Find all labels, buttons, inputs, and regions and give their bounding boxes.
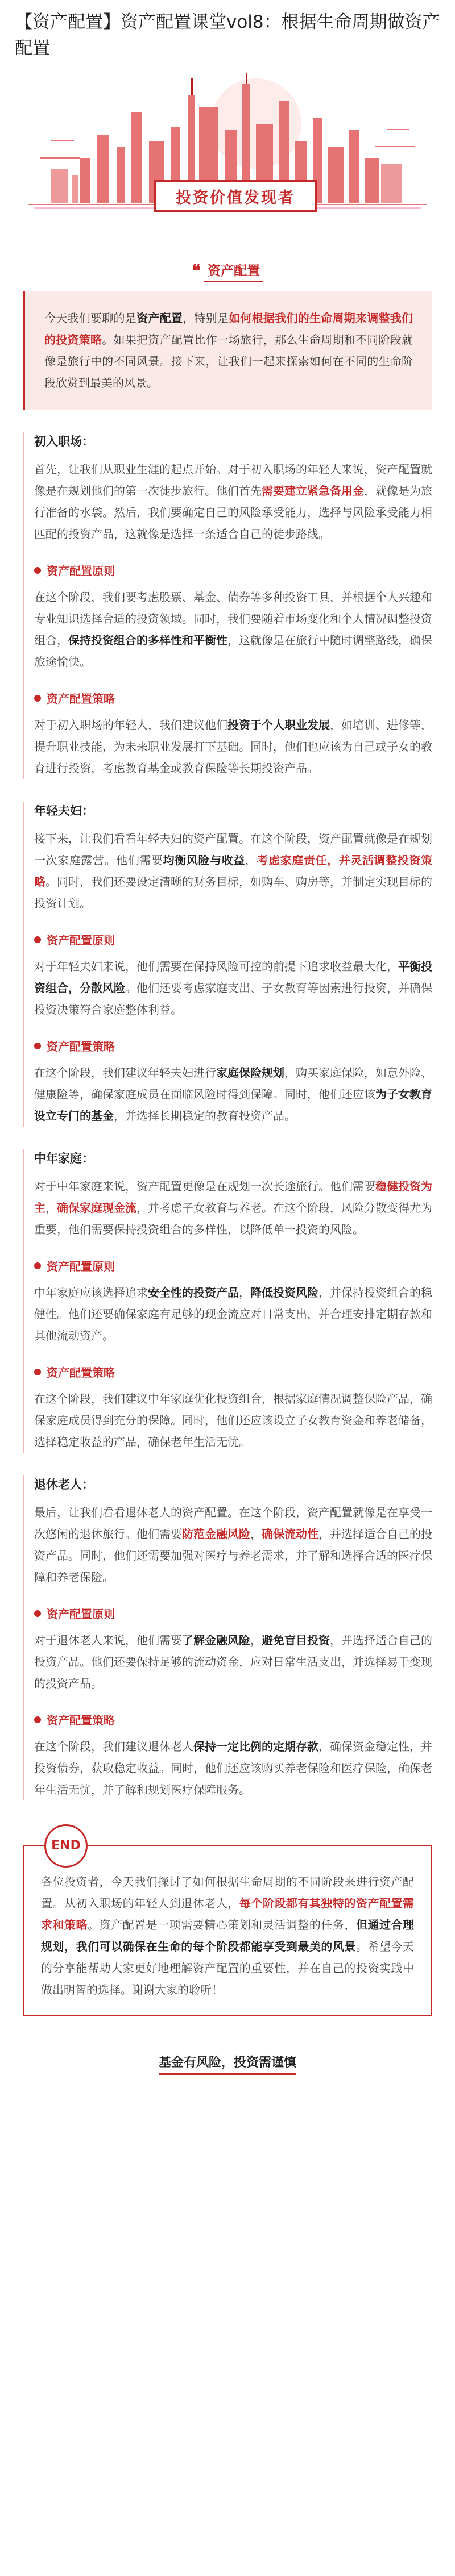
section-paragraph: 首先，让我们从职业生涯的起点开始。对于初入职场的年轻人来说，资产配置就像是在规划他们的第一次徒步旅行。他们首先需要建立紧急备用金，就像是为旅行准备的水袋。然后，我们要确定自己的风险承受能力，选择与风险承受能力相匹配的投资产品，这就像是选择一条适合自己的徒步路线。 [34, 462, 432, 541]
intro-highlight: 如何根据我们的生命周期来调整我们的投资策略 [44, 311, 413, 347]
bullet-dot-icon [34, 695, 41, 702]
section-title: 年轻夫妇： [34, 804, 94, 818]
sub-title-strategy: 资产配置策略 [34, 1711, 432, 1728]
intro-text: ，特别是 [183, 311, 229, 325]
city-skyline-illustration [17, 73, 438, 243]
section-paragraph: 对于年轻夫妇来说，他们需要在保持风险可控的前提下追求收益最大化，平衡投资组合，分散风险。他们还要考虑家庭支出、子女教育等因素进行投资，并确保投资决策符合家庭整体利益。 [34, 960, 432, 1016]
bullet-dot-icon [34, 1716, 41, 1723]
section-retiree [23, 1475, 432, 1800]
section-title: 中年家庭： [34, 1152, 94, 1165]
risk-disclaimer [0, 2053, 455, 2070]
bullet-dot-icon [34, 1369, 41, 1375]
risk-disclaimer-text: 基金有风险，投资需谨慎 [159, 2056, 296, 2075]
bullet-dot-icon [34, 1043, 41, 1049]
intro-box [23, 291, 432, 410]
section-paragraph: 对于退休老人来说，他们需要了解金融风险，避免盲目投资，并选择适合自己的投资产品。他们还要保持足够的流动资金，应对日常生活支出，并选择易于变现的投资产品。 [34, 1633, 432, 1690]
intro-header-label: 资产配置 [204, 260, 263, 282]
section-paragraph: 中年家庭应该选择追求安全性的投资产品，降低投资风险，并保持投资组合的稳健性。他们还要确保家庭有足够的现金流应对日常支出，并合理安排定期存款和其他流动资产。 [34, 1286, 432, 1343]
section-paragraph: 对于中年家庭来说，资产配置更像是在规划一次长途旅行。他们需要稳健投资为主，确保家庭现金流，并考虑子女教育与养老。在这个阶段，风险分散变得尤为重要，他们需要保持投资组合的多样性，以降低单一投资的风险。 [34, 1179, 432, 1236]
section-young-couple [23, 802, 432, 1127]
end-badge: END [44, 1824, 88, 1868]
section-middle-age [23, 1149, 432, 1453]
intro-text: 今天我们要聊的是 [44, 311, 137, 325]
sub-title-principles: 资产配置原则 [34, 1605, 432, 1622]
section-paragraph: 在这个阶段，我们要考虑股票、基金、债券等多种投资工具，并根据个人兴趣和专业知识选择合适的投资领域。同时，我们要随着市场变化和个人情况调整投资组合，保持投资组合的多样性和平衡性，这就像是在旅行中随时调整路线，确保旅途愉快。 [34, 590, 432, 669]
quote-icon: ❝ [191, 261, 201, 281]
section-paragraph: 在这个阶段，我们建议中年家庭优化投资组合，根据家庭情况调整保险产品，确保家庭成员得到充分的保障。同时，他们还应该设立子女教育资金和养老储备，选择稳定收益的产品，确保老年生活无忧。 [34, 1392, 432, 1449]
page-title: 【资产配置】资产配置课堂vol8：根据生命周期做资产配置 [15, 12, 440, 59]
bullet-dot-icon [34, 936, 41, 943]
banner [17, 73, 438, 243]
section-paragraph: 对于初入职场的年轻人，我们建议他们投资于个人职业发展，如培训、进修等，提升职业技能，为未来职业发展打下基础。同时，他们也应该为自己或子女的教育进行投资，考虑教育基金或教育保险等长期投资产品。 [34, 718, 432, 775]
intro-text: 。如果把资产配置比作一场旅行，那么生命周期和不同阶段就像是旅行中的不同风景。接下来，让我们一起来探索如何在不同的生命阶段欣赏到最美的风景。 [44, 333, 413, 390]
section-entry-level [23, 432, 432, 779]
conclusion-box: END 各位投资者，今天我们探讨了如何根据生命周期的不同阶段来进行资产配置。从初入职场的年轻人到退休老人，每个阶段都有其独特的资产配置需求和策略。资产配置是一项需要精心策划和灵活调整的任务，但通过合理规划，我们可以确保在生命的每个阶段都能享受到最美的风景。希望今天的分享能帮助大家更好地理解资产配置的重要性，并在自己的投资实践中做出明智的选择。谢谢大家的聆听！ [23, 1845, 432, 2016]
sub-title-principles: 资产配置原则 [34, 931, 432, 948]
sub-title-strategy: 资产配置策略 [34, 1364, 432, 1380]
bullet-dot-icon [34, 1262, 41, 1269]
section-paragraph: 在这个阶段，我们建议年轻夫妇进行家庭保险规划，购买家庭保险，如意外险、健康险等，确保家庭成员在面临风险时得到保障。同时，他们还应该为子女教育设立专门的基金，并选择长期稳定的教育投资产品。 [34, 1066, 432, 1123]
bullet-dot-icon [34, 1610, 41, 1617]
sub-title-strategy: 资产配置策略 [34, 1037, 432, 1054]
sub-title-strategy: 资产配置策略 [34, 690, 432, 706]
intro-header [0, 260, 455, 282]
intro-emphasis: 资产配置 [136, 311, 183, 325]
section-title: 退休老人： [34, 1478, 94, 1491]
sub-title-principles: 资产配置原则 [34, 562, 432, 578]
bullet-dot-icon [34, 567, 41, 574]
section-paragraph: 在这个阶段，我们建议退休老人保持一定比例的定期存款，确保资金稳定性，并投资债券，获取稳定收益。同时，他们还应该购买养老保险和医疗保险，确保老年生活无忧，并了解和规划医疗保障服务。 [34, 1740, 432, 1796]
section-title: 初入职场： [34, 435, 94, 448]
banner-tagline: 投资价值发现者 [154, 180, 317, 212]
sub-title-principles: 资产配置原则 [34, 1257, 432, 1274]
section-paragraph: 接下来，让我们看看年轻夫妇的资产配置。在这个阶段，资产配置就像是在规划一次家庭露营。他们需要均衡风险与收益，考虑家庭责任，并灵活调整投资策略。同时，我们还要设定清晰的财务目标，如购车、购房等，并制定实现目标的投资计划。 [34, 832, 433, 910]
section-paragraph: 最后，让我们看看退休老人的资产配置。在这个阶段，资产配置就像是在享受一次悠闲的退休旅行。他们需要防范金融风险，确保流动性，并选择适合自己的投资产品。同时，他们还需要加强对医疗与养老需求，并了解和选择合适的医疗保障和养老保险。 [34, 1506, 432, 1584]
